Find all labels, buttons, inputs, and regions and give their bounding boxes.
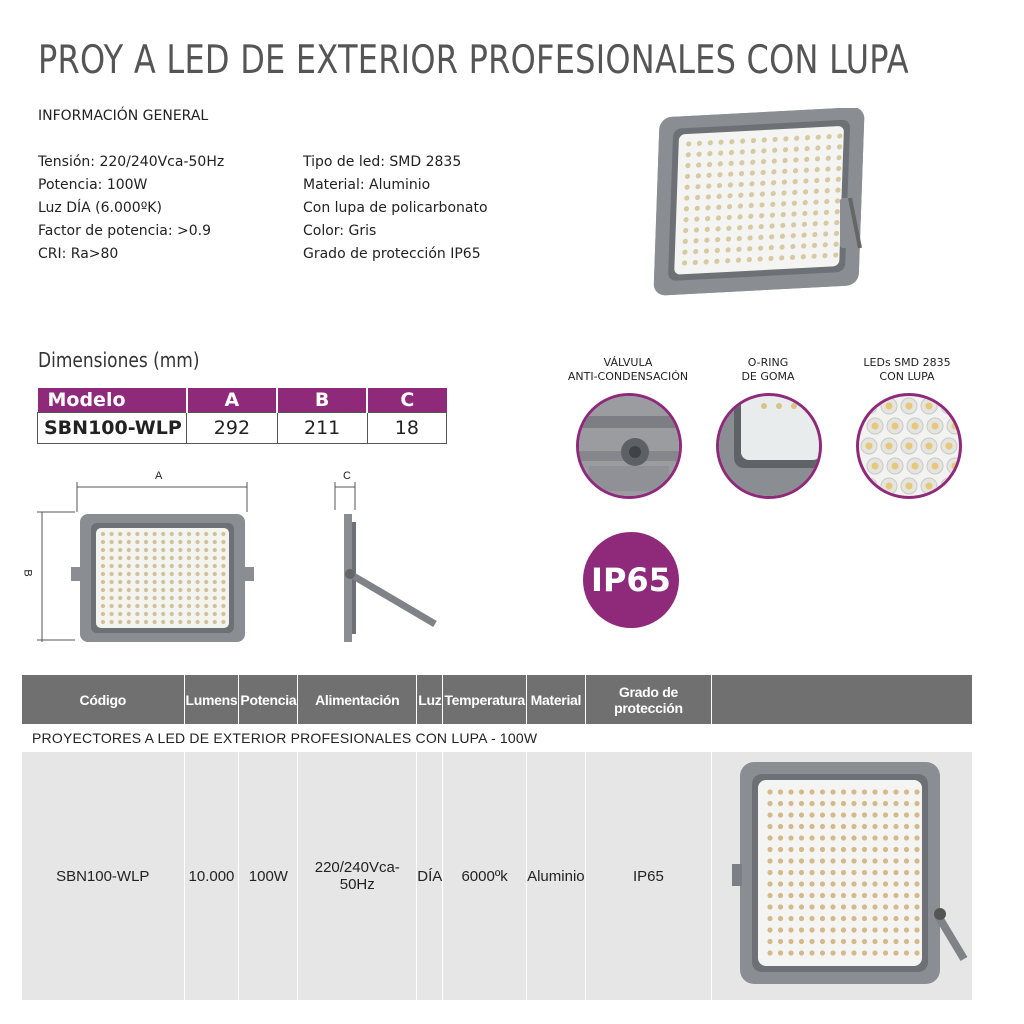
- dim-label-b: B: [21, 569, 34, 577]
- spec-item: Con lupa de policarbonato: [303, 200, 488, 216]
- oring-icon: [716, 393, 822, 499]
- feature-label-leds: LEDs SMD 2835 CON LUPA: [863, 356, 951, 383]
- feature-label-oring: O-RING DE GOMA: [741, 356, 795, 383]
- spec-item: Grado de protección IP65: [303, 246, 481, 262]
- general-info-heading: INFORMACIÓN GENERAL: [38, 108, 209, 124]
- spec-item: Color: Gris: [303, 223, 377, 239]
- dim-b: 211: [277, 413, 367, 444]
- header-potencia: Potencia: [239, 675, 298, 724]
- dim-header-model: Modelo: [38, 388, 187, 413]
- header-temperatura: Temperatura: [443, 675, 526, 724]
- header-alimentacion: Alimentación: [298, 675, 417, 724]
- product-table: [22, 675, 972, 1000]
- dim-header-b: B: [277, 388, 367, 413]
- dim-c: 18: [367, 413, 446, 444]
- feature-label-valve: VÁLVULA ANTI-CONDENSACIÓN: [567, 356, 689, 383]
- side-view-drawing: [320, 482, 440, 642]
- spec-item: Luz DÍA (6.000ºK): [38, 200, 162, 216]
- spec-item: Material: Aluminio: [303, 177, 431, 193]
- page-title: PROY A LED DE EXTERIOR PROFESIONALES CON LUPA: [38, 38, 909, 83]
- spec-item: Tensión: 220/240Vca-50Hz: [38, 154, 225, 170]
- header-proteccion: Grado de protección: [585, 675, 711, 724]
- spec-list-right: [303, 151, 488, 266]
- cell-lumens: 10.000: [184, 752, 239, 1000]
- dim-a: 292: [187, 413, 277, 444]
- cell-alimentacion: 220/240Vca-50Hz: [298, 752, 417, 1000]
- dimensions-heading: Dimensiones (mm): [38, 348, 200, 372]
- cell-material: Aluminio: [526, 752, 585, 1000]
- spec-list-left: [38, 151, 224, 266]
- dim-label-a: A: [155, 470, 163, 482]
- table-row: [22, 752, 972, 1000]
- cell-temperatura: 6000ºk: [443, 752, 526, 1000]
- header-image: [712, 675, 973, 724]
- header-codigo: Código: [22, 675, 184, 724]
- floodlight-table-image: [712, 754, 972, 994]
- spec-item: Potencia: 100W: [38, 177, 148, 193]
- dim-header-c: C: [367, 388, 446, 413]
- spec-item: CRI: Ra>80: [38, 246, 119, 262]
- header-lumens: Lumens: [184, 675, 239, 724]
- header-material: Material: [526, 675, 585, 724]
- dimensions-table: [37, 388, 447, 444]
- cell-potencia: 100W: [239, 752, 298, 1000]
- spec-item: Factor de potencia: >0.9: [38, 223, 212, 239]
- table-subtitle: PROYECTORES A LED DE EXTERIOR PROFESIONALES CON LUPA - 100W: [22, 724, 972, 752]
- header-luz: Luz: [417, 675, 443, 724]
- dim-model: SBN100-WLP: [38, 413, 187, 444]
- cell-codigo: SBN100-WLP: [22, 752, 184, 1000]
- led-lens-icon: [856, 393, 962, 499]
- cell-proteccion: IP65: [585, 752, 711, 1000]
- cell-image: [712, 752, 973, 1000]
- floodlight-product-image: [650, 108, 875, 318]
- led-grid: [767, 789, 919, 955]
- dim-label-c: C: [343, 470, 351, 482]
- spec-item: Tipo de led: SMD 2835: [303, 154, 462, 170]
- dim-header-a: A: [187, 388, 277, 413]
- front-view-drawing: [25, 482, 265, 642]
- cell-luz: DÍA: [417, 752, 443, 1000]
- ip65-badge: IP65: [583, 532, 679, 628]
- valve-icon: [576, 393, 682, 499]
